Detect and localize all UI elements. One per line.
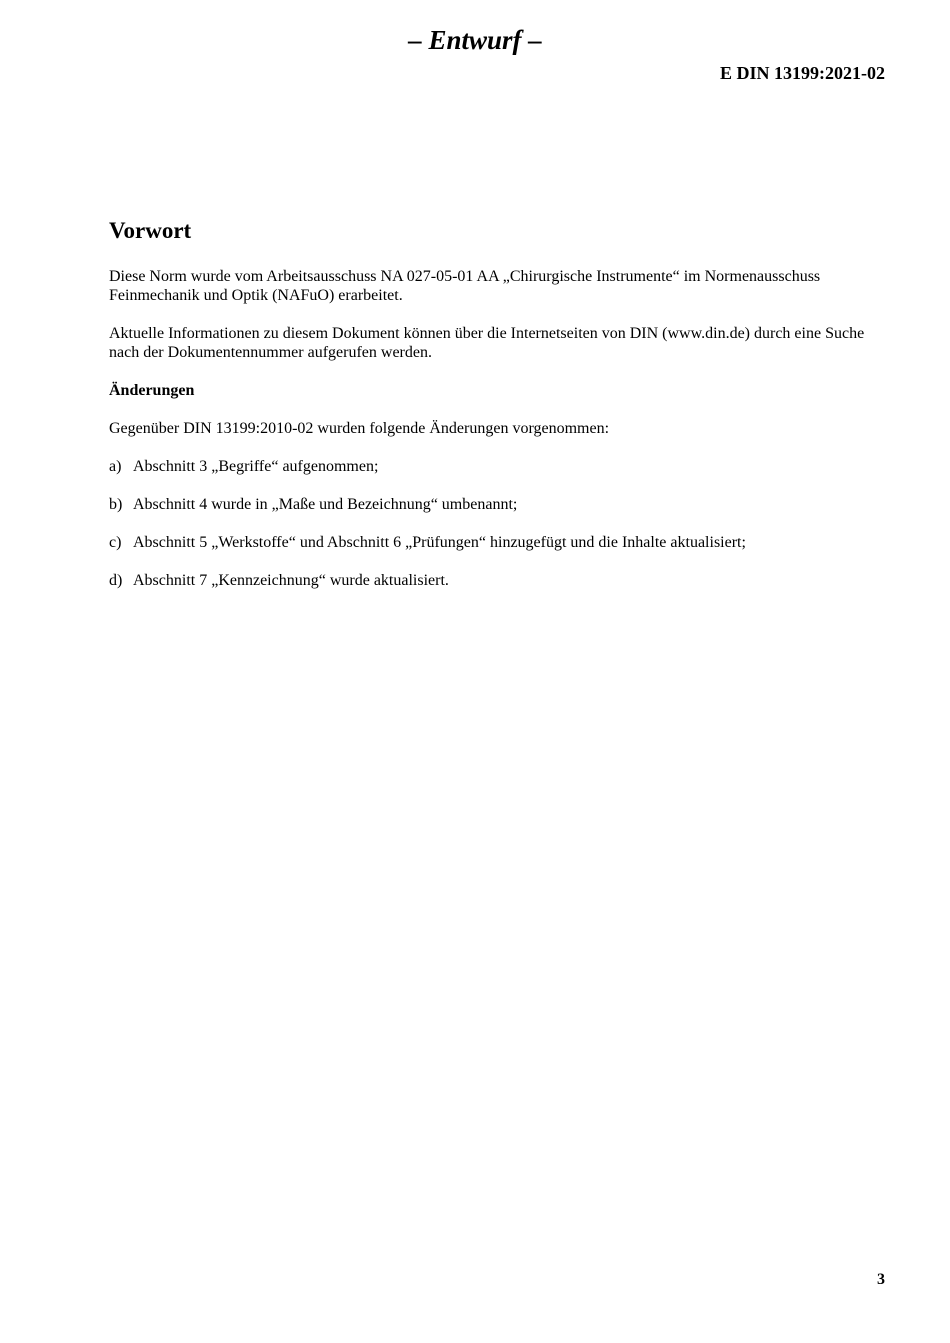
change-item-marker: a): [109, 458, 122, 475]
change-item: [109, 457, 886, 476]
change-item-marker: c): [109, 534, 122, 551]
change-item-text: Abschnitt 7 „Kennzeichnung“ wurde aktualisiert.: [133, 572, 449, 589]
foreword-paragraph-committee: Diese Norm wurde vom Arbeitsausschuss NA 027-05-01 AA „Chirurgische Instrumente“ im Normenausschuss Feinmechanik und Optik (NAFuO) erarbeitet.: [109, 268, 821, 304]
section-title: Vorwort: [109, 218, 192, 243]
change-item-text: Abschnitt 5 „Werkstoffe“ und Abschnitt 6 „Prüfungen“ hinzugefügt und die Inhalte aktualisiert;: [133, 534, 746, 551]
document-identifier: E DIN 13199:2021-02: [720, 63, 885, 83]
page-number: 3: [877, 1271, 885, 1288]
draft-watermark-title: – Entwurf –: [408, 25, 542, 55]
change-item: [109, 571, 886, 590]
changes-intro: Gegenüber DIN 13199:2010-02 wurden folgende Änderungen vorgenommen:: [109, 420, 610, 437]
foreword-paragraph-information: Aktuelle Informationen zu diesem Dokument können über die Internetseiten von DIN (www.din.de) durch eine Suche nach der Dokumentennummer aufgerufen werden.: [109, 325, 865, 361]
change-item-marker: b): [109, 496, 123, 513]
change-item-marker: d): [109, 572, 123, 589]
change-item-text: Abschnitt 4 wurde in „Maße und Bezeichnung“ umbenannt;: [133, 496, 518, 513]
change-item: [109, 533, 886, 552]
document-body: [109, 215, 886, 609]
changes-list: [109, 457, 886, 590]
change-item-text: Abschnitt 3 „Begriffe“ aufgenommen;: [133, 458, 379, 475]
changes-heading: Änderungen: [109, 382, 195, 399]
change-item: [109, 495, 886, 514]
